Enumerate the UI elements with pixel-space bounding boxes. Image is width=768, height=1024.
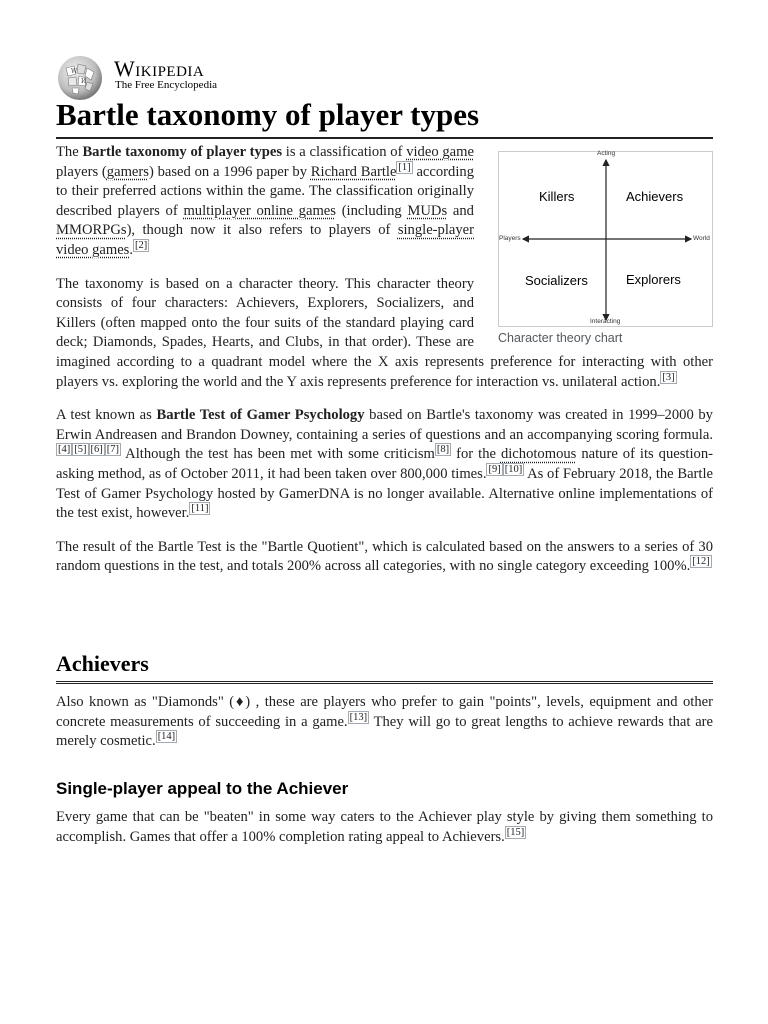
quadrant-killers: Killers (539, 189, 575, 204)
intro-paragraph-3: A test known as Bartle Test of Gamer Psychology based on Bartle's taxonomy was created in 1999–2000 by Erwin Andreasen and Brandon Downey, containing a series of questions and an accompanying scoring formula.[4] [5] [6] [7] Although the test has been met with some criticism [8] for the dichotomous nature of its question-asking method, as of October 2011, it had been taken over 800,000 times. [9] [10] As of February 2018, the Bartle Test of Gamer Psychology hosted by GamerDNA is no longer available. Alternative online implementations of the test exist, however. [11] (56, 407, 714, 522)
single-player-section (56, 808, 713, 847)
achievers-section (56, 693, 713, 752)
bold-term-test: Bartle Test of Gamer Psychology (156, 407, 365, 424)
ref-4[interactable]: [4] (58, 444, 71, 456)
axis-label-top: Acting (597, 150, 616, 157)
link-multiplayer-online-games[interactable]: multiplayer online games (183, 202, 336, 219)
character-theory-chart[interactable] (498, 151, 713, 327)
ref-15[interactable]: [15] (506, 826, 525, 838)
axis-label-bottom: Interacting (590, 318, 621, 325)
svg-text:И: И (81, 78, 87, 85)
achievers-paragraph-1: Also known as "Diamonds" (♦) , these are players who prefer to gain "points", levels, equipment and other concrete measurements of succeeding in a game. [13] They will go to great lengths to achieve rewards that are merely cosmetic. [14] (56, 694, 714, 750)
quadrant-socializers: Socializers (525, 273, 588, 288)
article-intro (56, 143, 713, 577)
axis-label-right: World (693, 235, 710, 242)
intro-paragraph-2: The taxonomy is based on a character theory. This character theory consists of four characters: Achievers, Explorers, Socializers, and Killers (often mapped onto the four suits of the standard playing card deck; Diamonds, Spades, Hearts, and Clubs, in that order). These are imagined according to a quadrant model where the X axis represents preference for interacting with other players vs. exploring the world and the Y axis represents preference for interaction vs. unilateral action. [3] (56, 275, 713, 390)
quadrant-achievers: Achievers (626, 189, 684, 204)
ref-8[interactable]: [8] (436, 444, 450, 456)
ref-11[interactable]: [11] (191, 503, 209, 515)
ref-14[interactable]: [14] (157, 731, 176, 743)
thumbnail-figure (498, 151, 713, 345)
link-muds[interactable]: MUDs (407, 202, 448, 219)
link-mmorpgs[interactable]: MMORPGs (56, 222, 127, 239)
quadrant-axes (499, 152, 712, 326)
ref-7[interactable]: [7] (106, 444, 119, 456)
intro-paragraph-1: The Bartle taxonomy of player types is a classification of video game players (gamers) based on a 1996 paper by Richard Bartle [1] according to their preferred actions within the game. The classification originally described players of multiplayer online games (including MUDs and MMORPGs), though now it also refers to players of single-player video games. [2] (56, 144, 474, 258)
ref-10[interactable]: [10] (504, 464, 523, 476)
bold-term: Bartle taxonomy of player types (82, 144, 283, 160)
link-single-player-video-games[interactable]: single-player video games (56, 222, 474, 258)
ref-5[interactable]: [5] (74, 444, 87, 456)
link-dichotomous[interactable]: dichotomous (500, 446, 577, 463)
section-heading-achievers: Achievers (56, 651, 713, 684)
ref-2[interactable]: [2] (135, 240, 148, 252)
intro-paragraph-4: The result of the Bartle Test is the "Bartle Quotient", which is calculated based on the answers to a series of 30 random questions in the test, and totals 200% across all categories, with no single category exceeding 100%. [12] (56, 538, 713, 575)
axis-label-left: Players (499, 235, 521, 242)
link-richard-bartle[interactable]: Richard Bartle (310, 163, 397, 180)
ref-9[interactable]: [9] (488, 464, 501, 476)
subsection-heading-single-player: Single-player appeal to the Achiever (56, 779, 349, 798)
link-gamers[interactable]: gamers (106, 163, 149, 180)
svg-text:W: W (71, 68, 78, 75)
wordmark-text: Wikipedia (114, 56, 205, 81)
ref-3[interactable]: [3] (662, 371, 675, 383)
site-tagline: The Free Encyclopedia (115, 79, 218, 91)
link-video-game[interactable]: video game (406, 144, 474, 160)
page-title: Bartle taxonomy of player types (56, 93, 713, 139)
single-player-paragraph: Every game that can be "beaten" in some way caters to the Achiever play style by giving them something to accomplish. Games that offer a 100% completion rating appeal to Achievers. [15] (56, 809, 713, 845)
figure-caption: Character theory chart (498, 331, 623, 345)
ref-6[interactable]: [6] (90, 444, 103, 456)
ref-1[interactable]: [1] (398, 161, 411, 173)
ref-12[interactable]: [12] (692, 556, 710, 568)
quadrant-explorers: Explorers (626, 272, 681, 287)
ref-13[interactable]: [13] (349, 711, 368, 723)
site-header (56, 52, 356, 98)
